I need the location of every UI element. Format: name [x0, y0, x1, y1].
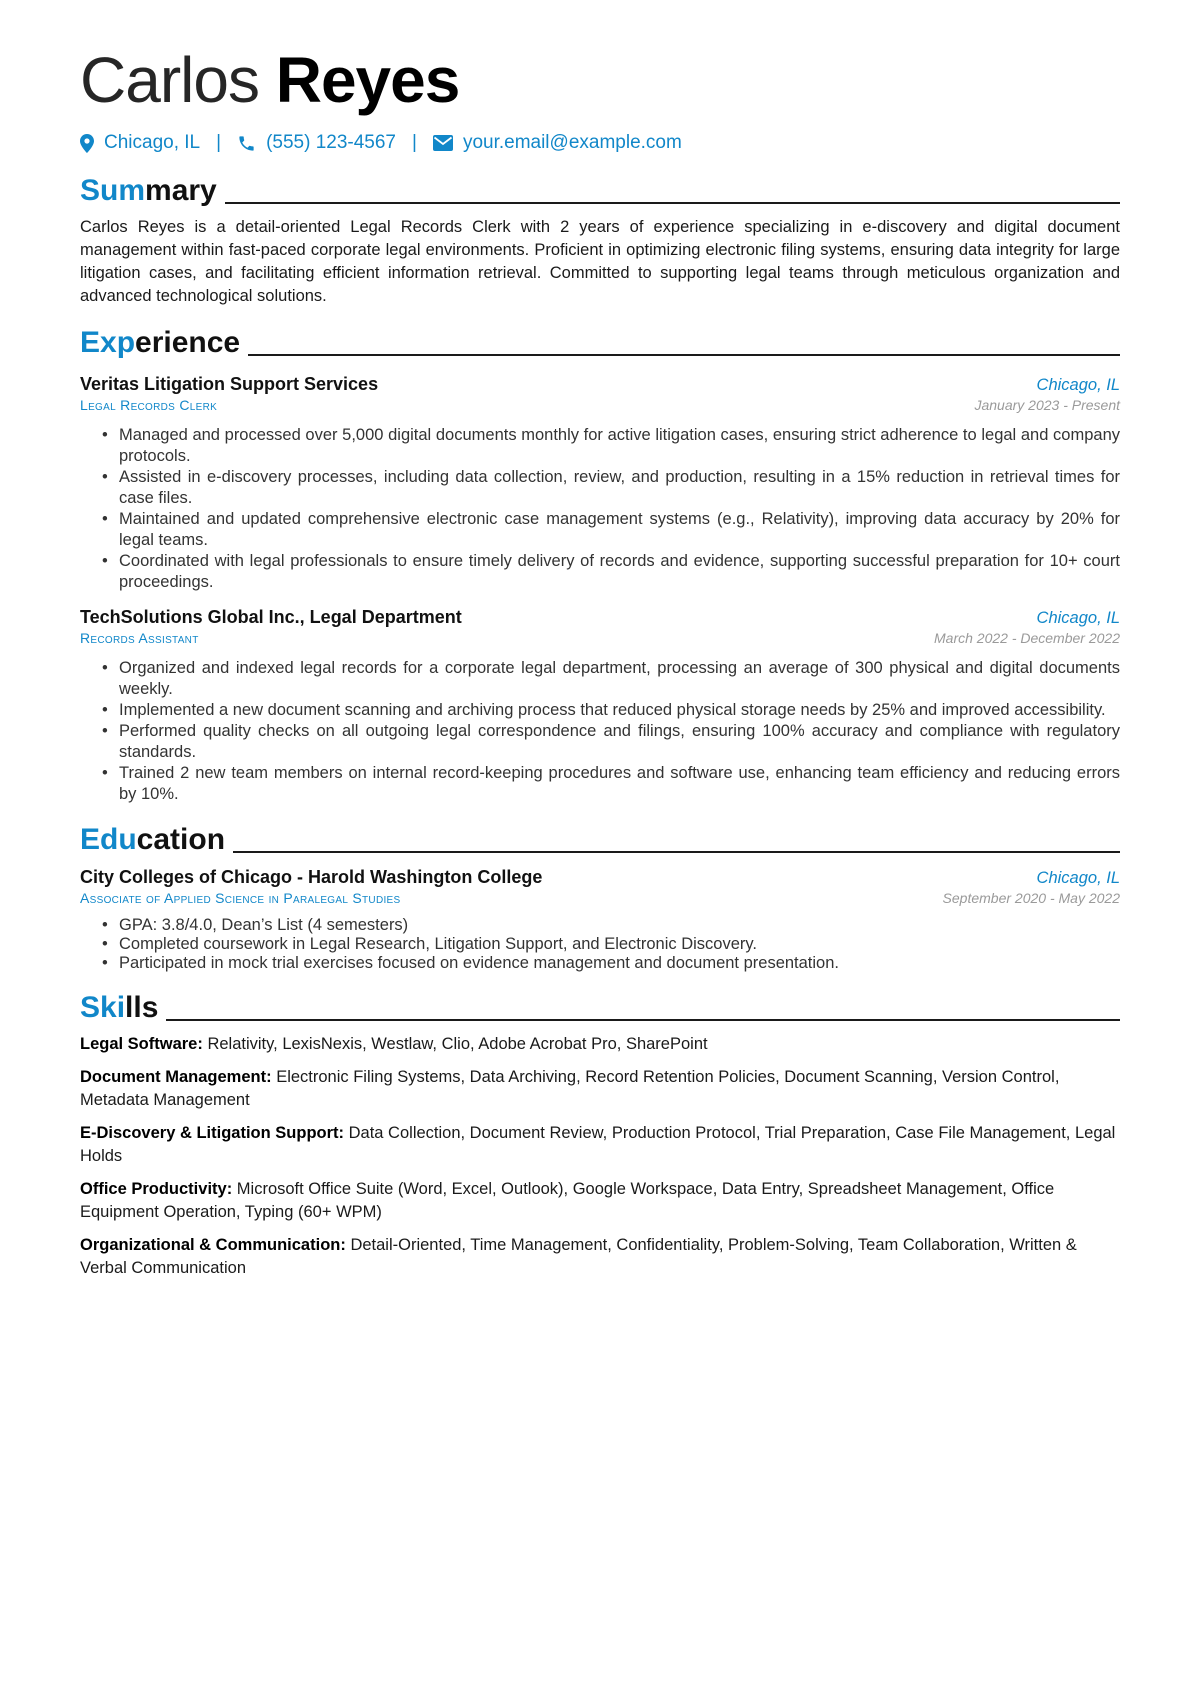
summary-title	[80, 174, 217, 208]
job-role: Legal Records Clerk	[80, 397, 218, 413]
contact-separator: |	[412, 132, 417, 153]
skill-label: E-Discovery & Litigation Support:	[80, 1124, 345, 1142]
experience-title-highlight: Exp	[80, 326, 136, 359]
section-divider	[248, 354, 1120, 356]
school-location: Chicago, IL	[1036, 869, 1120, 887]
phone-icon	[237, 134, 256, 153]
section-divider	[233, 851, 1120, 853]
list-item: • Maintained and updated comprehensive electronic case management systems (e.g., Relativity), improving data accuracy by 20% for legal teams.	[102, 509, 1120, 551]
skill-label: Legal Software:	[80, 1035, 203, 1053]
location-text: Chicago, IL	[104, 132, 201, 153]
skill-value: Relativity, LexisNexis, Westlaw, Clio, Adobe Acrobat Pro, SharePoint	[207, 1035, 708, 1053]
contact-location	[80, 132, 200, 154]
skills-header	[80, 987, 1120, 1025]
list-item: • Completed coursework in Legal Research, Litigation Support, and Electronic Discovery.	[102, 935, 1120, 954]
phone-text: (555) 123-4567	[266, 132, 396, 153]
list-item: • Managed and processed over 5,000 digital documents monthly for active litigation cases, ensuring strict adherence to legal and company protocols.	[102, 425, 1120, 467]
experience-header	[80, 322, 1120, 360]
skills-title-highlight: Ski	[80, 991, 126, 1024]
contact-phone[interactable]	[237, 132, 396, 154]
list-item: • Coordinated with legal professionals to ensure timely delivery of records and evidence, supporting successful preparation for 10+ court proceedings.	[102, 551, 1120, 593]
skill-row	[80, 1033, 1120, 1056]
education-bullets	[80, 916, 1120, 973]
contact-bar	[80, 130, 1120, 156]
job-dates: March 2022 - December 2022	[934, 630, 1120, 646]
degree: Associate of Applied Science in Paralegal Studies	[80, 890, 401, 906]
job-entry	[80, 374, 1120, 593]
envelope-icon	[433, 135, 453, 151]
summary-text: Carlos Reyes is a detail-oriented Legal Records Clerk with 2 years of experience specializing in e-discovery and digital document management within fast-paced corporate legal environments. Proficient in optimizing electronic filing systems, ensuring data integrity for large litigation cases, and facilitating efficient information retrieval. Committed to supporting legal teams through meticulous organization and advanced technological solutions.	[80, 218, 1120, 305]
job-location: Chicago, IL	[1036, 609, 1120, 627]
skills-title-rest: lls	[125, 991, 159, 1024]
skill-value: Microsoft Office Suite (Word, Excel, Outlook), Google Workspace, Data Entry, Spreadsheet Management, Office Equipment Operation, Typing (60+ WPM)	[80, 1180, 1055, 1221]
resume-page	[80, 0, 1120, 1280]
summary-title-rest: mary	[145, 174, 217, 207]
map-pin-icon	[80, 134, 94, 153]
section-divider	[225, 202, 1120, 204]
last-name: Reyes	[275, 44, 460, 116]
job-location: Chicago, IL	[1036, 376, 1120, 394]
contact-separator: |	[216, 132, 222, 153]
skill-row	[80, 1122, 1120, 1168]
skill-row	[80, 1066, 1120, 1112]
education-entry	[80, 867, 1120, 973]
skills-title	[80, 991, 158, 1025]
experience-title	[80, 326, 240, 360]
summary-header	[80, 170, 1120, 208]
skill-row	[80, 1178, 1120, 1224]
skill-value: Electronic Filing Systems, Data Archiving, Record Retention Policies, Document Scanning, Version Control, Metadata Management	[80, 1068, 1060, 1109]
list-item: • Trained 2 new team members on internal record-keeping procedures and software use, enhancing team efficiency and reducing errors by 10%.	[102, 763, 1120, 805]
job-bullets	[80, 658, 1120, 805]
education-title-rest: cation	[136, 823, 226, 856]
job-org: Veritas Litigation Support Services	[80, 374, 379, 394]
skill-value: Detail-Oriented, Time Management, Confidentiality, Problem-Solving, Team Collaboration, Written & Verbal Communication	[80, 1236, 1077, 1277]
job-org: TechSolutions Global Inc., Legal Department	[80, 607, 462, 627]
list-item: • Performed quality checks on all outgoing legal correspondence and filings, ensuring 100% accuracy and compliance with regulatory standards.	[102, 721, 1120, 763]
section-divider	[166, 1019, 1120, 1021]
education-header	[80, 819, 1120, 857]
job-bullets	[80, 425, 1120, 593]
skill-label: Organizational & Communication:	[80, 1236, 346, 1254]
job-role: Records Assistant	[80, 630, 199, 646]
first-name: Carlos	[80, 44, 259, 116]
job-entry	[80, 607, 1120, 805]
email-text: your.email@example.com	[462, 132, 682, 153]
list-item: • Participated in mock trial exercises focused on evidence management and document presentation.	[102, 954, 1120, 973]
skill-value: Data Collection, Document Review, Production Protocol, Trial Preparation, Case File Management, Legal Holds	[80, 1124, 1116, 1165]
candidate-name	[80, 42, 1120, 118]
contact-email[interactable]	[433, 132, 682, 154]
list-item: • Assisted in e-discovery processes, including data collection, review, and production, resulting in a 15% reduction in retrieval times for case files.	[102, 467, 1120, 509]
experience-title-rest: erience	[135, 326, 241, 359]
skill-row	[80, 1234, 1120, 1280]
skill-label: Document Management:	[80, 1068, 272, 1086]
education-title	[80, 823, 225, 857]
job-dates: January 2023 - Present	[974, 397, 1120, 413]
education-title-highlight: Edu	[80, 823, 137, 856]
list-item: • Organized and indexed legal records for a corporate legal department, processing an average of 300 physical and digital documents weekly.	[102, 658, 1120, 700]
education-dates: September 2020 - May 2022	[942, 890, 1120, 906]
summary-title-highlight: Sum	[80, 174, 146, 207]
school-name: City Colleges of Chicago - Harold Washington College	[80, 867, 543, 887]
skill-label: Office Productivity:	[80, 1180, 233, 1198]
list-item: • Implemented a new document scanning and archiving process that reduced physical storage needs by 25% and improved accessibility.	[102, 700, 1120, 721]
list-item: • GPA: 3.8/4.0, Dean’s List (4 semesters)	[102, 916, 1120, 935]
